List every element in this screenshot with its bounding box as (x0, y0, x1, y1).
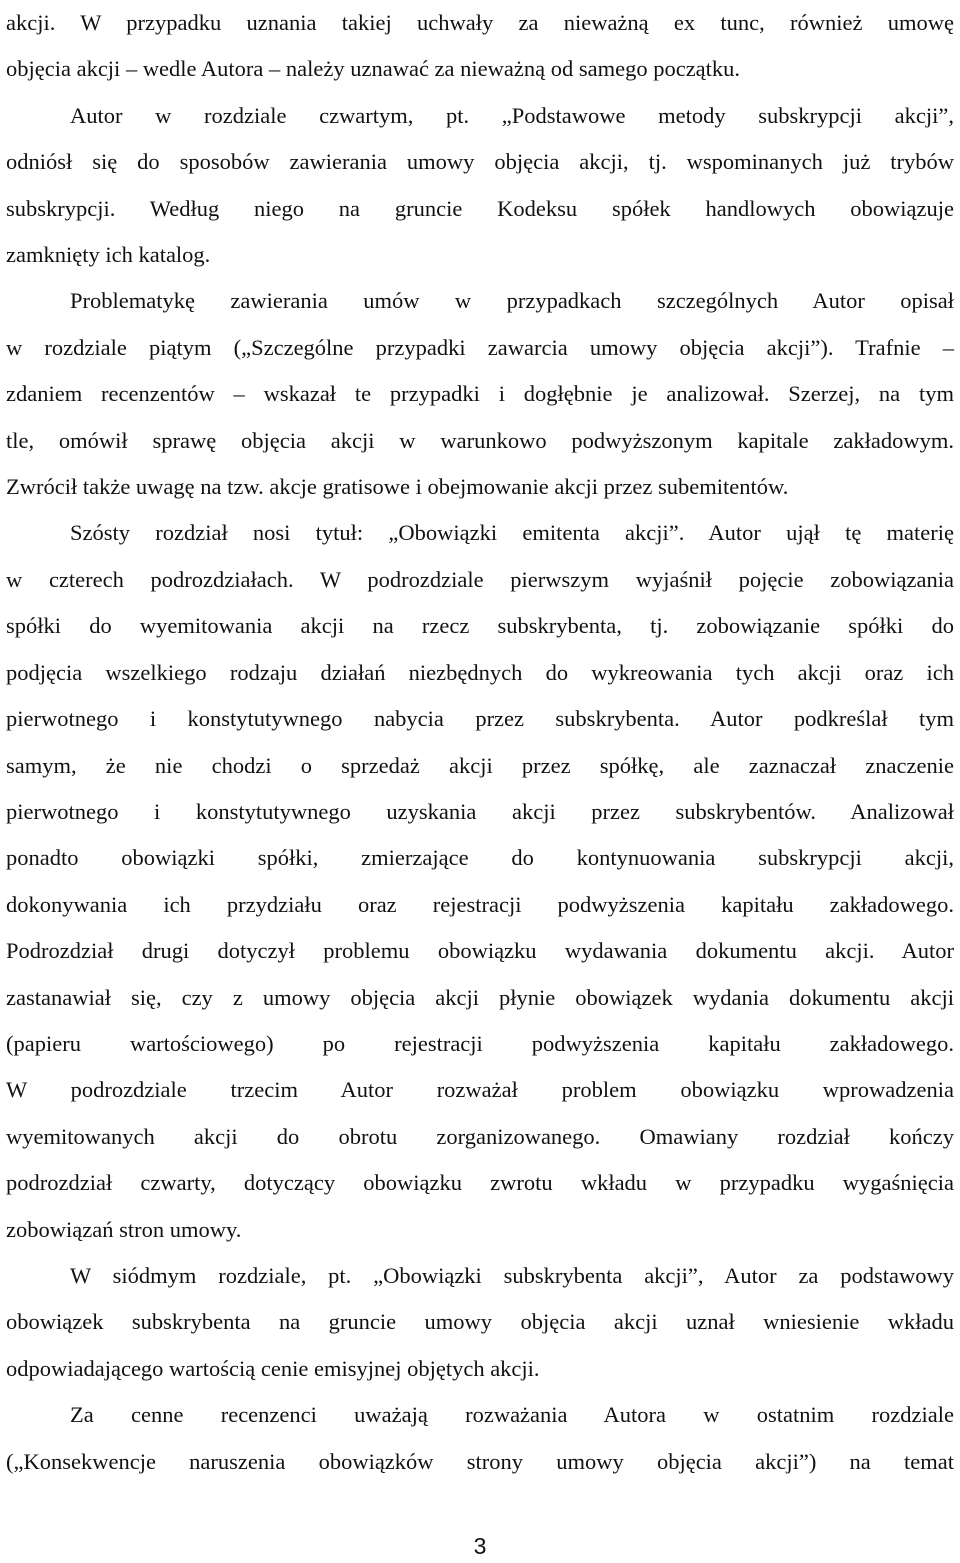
text-line: samym, że nie chodzi o sprzedaż akcji przez spółkę, ale zaznaczał znaczenie (6, 752, 954, 778)
text-line: Problematykę zawierania umów w przypadkach szczególnych Autor opisał (70, 288, 954, 314)
text-line: akcji. W przypadku uznania takiej uchwały za nieważną ex tunc, również umowę (6, 10, 954, 35)
text-line: w rozdziale piątym („Szczególne przypadki zawarcia umowy objęcia akcji”). Trafnie – (6, 334, 954, 360)
text-line: zobowiązań stron umowy. (6, 1216, 242, 1242)
text-line: obowiązek subskrybenta na gruncie umowy objęcia akcji uznał wniesienie wkładu (6, 1309, 954, 1335)
text-line: Autor w rozdziale czwartym, pt. „Podstawowe metody subskrypcji akcji”, (70, 102, 954, 128)
text-line: wyemitowanych akcji do obrotu zorganizowanego. Omawiany rozdział kończy (6, 1123, 954, 1149)
text-line: w czterech podrozdziałach. W podrozdziale pierwszym wyjaśnił pojęcie zobowiązania (6, 566, 954, 592)
text-line: zdaniem recenzentów – wskazał te przypadki i dogłębnie je analizował. Szerzej, na tym (6, 381, 954, 407)
text-line: zamknięty ich katalog. (6, 242, 211, 268)
text-line: odpowiadającego wartością cenie emisyjnej objętych akcji. (6, 1355, 540, 1381)
text-line: spółki do wyemitowania akcji na rzecz subskrybenta, tj. zobowiązanie spółki do (6, 613, 954, 639)
text-line: W podrozdziale trzecim Autor rozważał problem obowiązku wprowadzenia (6, 1077, 954, 1103)
text-line: W siódmym rozdziale, pt. „Obowiązki subskrybenta akcji”, Autor za podstawowy (70, 1262, 954, 1288)
text-line: zastanawiał się, czy z umowy objęcia akcji płynie obowiązek wydania dokumentu akcji (6, 984, 954, 1010)
text-line: odniósł się do sposobów zawierania umowy objęcia akcji, tj. wspominanych już trybów (6, 149, 954, 175)
text-line: (papieru wartościowego) po rejestracji podwyższenia kapitału zakładowego. (6, 1030, 954, 1056)
text-line: pierwotnego i konstytutywnego nabycia przez subskrybenta. Autor podkreślał tym (6, 706, 954, 732)
document-page (6, 0, 954, 1485)
text-line: ponadto obowiązki spółki, zmierzające do kontynuowania subskrypcji akcji, (6, 845, 954, 871)
text-line: pierwotnego i konstytutywnego uzyskania akcji przez subskrybentów. Analizował (6, 798, 954, 824)
text-line: podrozdział czwarty, dotyczący obowiązku zwrotu wkładu w przypadku wygaśnięcia (6, 1170, 954, 1196)
text-line: subskrypcji. Według niego na gruncie Kodeksu spółek handlowych obowiązuje (6, 195, 954, 221)
text-line: objęcia akcji – wedle Autora – należy uznawać za nieważną od samego początku. (6, 56, 741, 82)
text-line: podjęcia wszelkiego rodzaju działań niezbędnych do wykreowania tych akcji oraz ich (6, 659, 954, 685)
text-line: Zwrócił także uwagę na tzw. akcje gratisowe i obejmowanie akcji przez subemitentów. (6, 474, 789, 500)
text-line: tle, omówił sprawę objęcia akcji w warunkowo podwyższonym kapitale zakładowym. (6, 427, 954, 453)
page-number: 3 (473, 1533, 487, 1559)
text-line: Podrozdział drugi dotyczył problemu obowiązku wydawania dokumentu akcji. Autor (6, 938, 954, 964)
text-line: („Konsekwencje naruszenia obowiązków strony umowy objęcia akcji”) na temat (6, 1448, 954, 1474)
text-line: dokonywania ich przydziału oraz rejestracji podwyższenia kapitału zakładowego. (6, 891, 954, 917)
document-body (6, 0, 954, 1485)
text-line: Szósty rozdział nosi tytuł: „Obowiązki emitenta akcji”. Autor ujął tę materię (70, 520, 954, 546)
text-line: Za cenne recenzenci uważają rozważania Autora w ostatnim rozdziale (70, 1402, 954, 1428)
